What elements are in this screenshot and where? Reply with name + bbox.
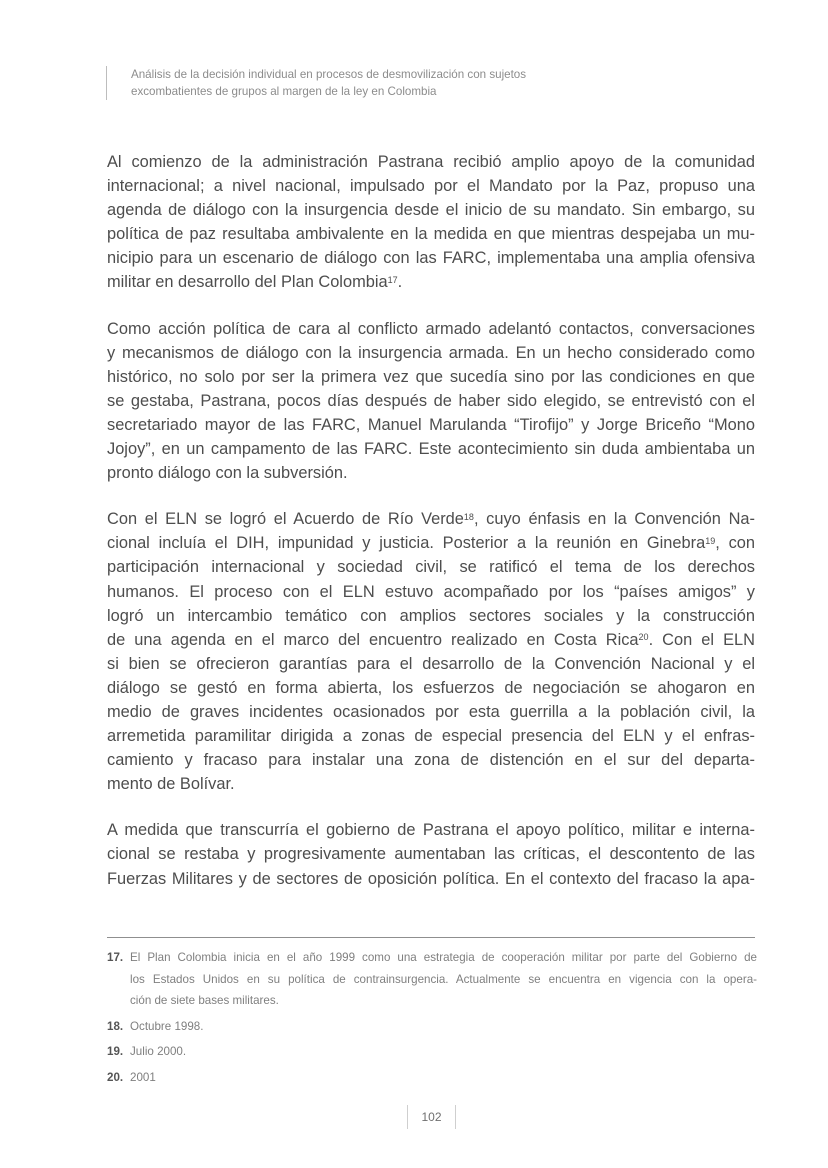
text-line: política de paz resultaba ambivalente en la medida en que mientras despejaba un mu-: [107, 225, 755, 244]
footnote-line: Julio 2000.: [130, 1045, 187, 1058]
footnote-ref-19[interactable]: 19: [705, 535, 716, 546]
text-line: nicipio para un escenario de diálogo con las FARC, implementaba una amplia ofensiva: [107, 249, 755, 268]
text-line: pronto diálogo con la subversión.: [107, 464, 348, 483]
footnote-number: 20.: [107, 1070, 124, 1084]
footnote-number: 17.: [107, 951, 124, 964]
footnote-line: los Estados Unidos en su política de contrainsurgencia. Actualmente se encuentra en vigencia con la opera-: [130, 972, 757, 986]
text-line: internacional; a nivel nacional, impulsado por el Mandato por la Paz, propuso una: [107, 177, 755, 196]
text-line: [107, 270, 755, 294]
text-line: diálogo se gestó en forma abierta, los esfuerzos de negociación se ahogaron en: [107, 678, 755, 697]
text-segment: .: [397, 273, 403, 292]
paragraph-1: [107, 150, 755, 295]
text-line: secretariado mayor de las FARC, Manuel Marulanda “Tirofijo” y Jorge Briceño “Mono: [107, 415, 755, 434]
footnote-text: [130, 1016, 757, 1038]
text-segment: , cuyo énfasis en la Convención Na-: [473, 510, 755, 529]
footnote-text: [130, 1067, 757, 1089]
running-header: [106, 66, 691, 100]
footnote-line: Octubre 1998.: [130, 1019, 204, 1033]
footnote-17: [107, 947, 757, 1012]
text-line: arremetida paramilitar dirigida a zonas de especial presencia del ELN y el enfras-: [107, 727, 755, 746]
text-line: si bien se ofrecieron garantías para el desarrollo de la Convención Nacional y el: [107, 654, 755, 673]
text-line: Al comienzo de la administración Pastrana recibió amplio apoyo de la comunidad: [107, 153, 755, 171]
footnote-number: 19.: [107, 1045, 124, 1058]
paragraph-4: [107, 818, 755, 890]
text-line: medio de graves incidentes ocasionados por esta guerrilla a la población civil, la: [107, 702, 755, 721]
text-line: se gestaba, Pastrana, pocos días después de haber sido elegido, se entrevistó con el: [107, 391, 755, 410]
page-number: 102: [407, 1105, 456, 1129]
footnote-divider: [107, 937, 755, 938]
text-line: y mecanismos de diálogo con la insurgencia armada. En un hecho considerado como: [107, 343, 755, 362]
text-segment: , con: [715, 534, 755, 553]
footnote-ref-18[interactable]: 18: [463, 511, 474, 522]
footnote-ref-17[interactable]: 17: [387, 274, 398, 285]
text-segment: . Con el ELN: [648, 630, 755, 649]
text-segment: cional incluía el DIH, impunidad y justicia. Posterior a la reunión en Ginebra: [107, 534, 706, 553]
footnote-19: [107, 1041, 757, 1063]
running-header-line-2: excombatientes de grupos al margen de la ley en Colombia: [131, 85, 437, 98]
footnotes: [107, 947, 757, 1092]
footnote-line: 2001: [130, 1070, 156, 1084]
text-line: logró un intercambio temático con amplios sectores sociales y la construcción: [107, 606, 755, 625]
text-line: Fuerzas Militares y de sectores de oposición política. En el contexto del fracaso la apa-: [107, 869, 755, 888]
footnote-line: ción de siete bases militares.: [130, 994, 279, 1007]
text-line: histórico, no solo por ser la primera vez que sucedía sino por las condiciones en que: [107, 367, 755, 386]
footnote-20: [107, 1067, 757, 1089]
footnote-text: [130, 1041, 757, 1063]
footnote-18: [107, 1016, 757, 1038]
footnote-number: 18.: [107, 1019, 124, 1033]
text-line: Como acción política de cara al conflicto armado adelantó contactos, conversaciones: [107, 319, 755, 338]
text-segment: militar en desarrollo del Plan Colombia: [107, 273, 388, 292]
paragraph-2: [107, 317, 755, 486]
footnote-line: El Plan Colombia inicia en el año 1999 como una estrategia de cooperación militar por parte del Gobierno de: [130, 951, 757, 964]
text-line: camiento y fracaso para instalar una zona de distención en el sur del departa-: [107, 751, 755, 770]
text-line: [107, 507, 755, 531]
text-line: humanos. El proceso con el ELN estuvo acompañado por los “países amigos” y: [107, 582, 755, 601]
body-text: [107, 150, 755, 891]
footnote-text: [130, 947, 757, 1012]
text-line: A medida que transcurría el gobierno de Pastrana el apoyo político, militar e interna-: [107, 821, 755, 840]
text-line: [107, 531, 755, 555]
text-line: [107, 628, 755, 652]
text-line: Jojoy”, en un campamento de las FARC. Este acontecimiento sin duda ambientaba un: [107, 440, 755, 459]
text-line: cional se restaba y progresivamente aumentaban las críticas, el descontento de las: [107, 845, 755, 864]
footnote-ref-20[interactable]: 20: [638, 632, 649, 643]
text-line: participación internacional y sociedad civil, se ratificó el tema de los derechos: [107, 558, 755, 577]
text-line: agenda de diálogo con la insurgencia desde el inicio de su mandato. Sin embargo, su: [107, 201, 755, 220]
text-segment: Con el ELN se logró el Acuerdo de Río Verde: [107, 510, 464, 529]
running-header-line-1: Análisis de la decisión individual en procesos de desmovilización con sujetos: [131, 68, 527, 81]
text-segment: de una agenda en el marco del encuentro realizado en Costa Rica: [107, 630, 639, 649]
text-line: mento de Bolívar.: [107, 775, 235, 794]
paragraph-3: [107, 507, 755, 796]
